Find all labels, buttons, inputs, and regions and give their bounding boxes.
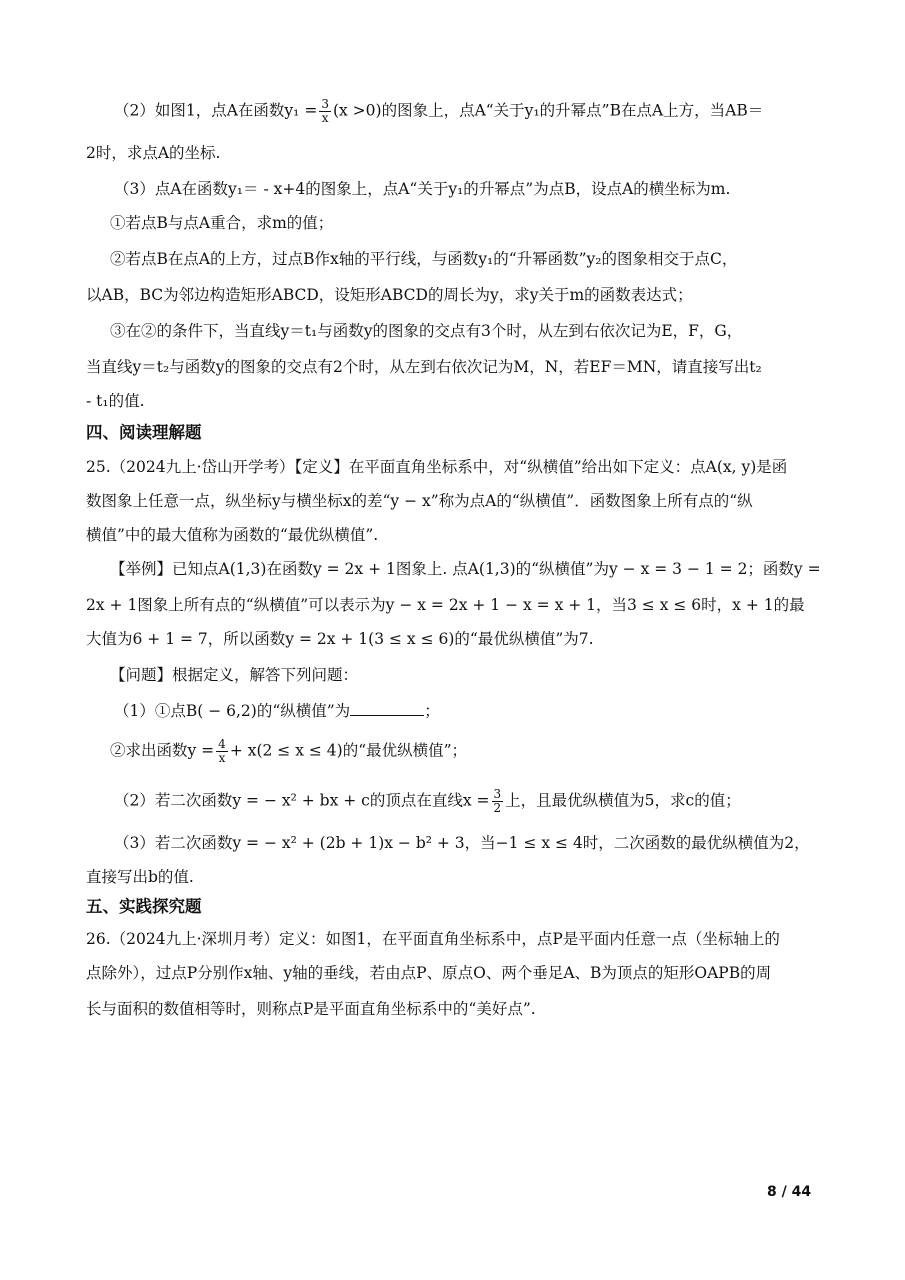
question-25-line3: 横值”中的最大值称为函数的“最优纵横值”. — [86, 526, 379, 544]
text: （2）若二次函数y = − x² + bx + c的顶点在直线x = — [114, 791, 490, 810]
section-heading-reading: 四、阅读理解题 — [86, 423, 202, 442]
question-25-example-line3: 大值为6 + 1 = 7，所以函数y = 2x + 1(3 ≤ x ≤ 6)的“最优纵横值”为7. — [86, 630, 594, 648]
answer-blank — [350, 700, 424, 716]
fraction-numerator: 3 — [321, 97, 329, 111]
fraction — [216, 738, 228, 765]
question-25-part1-sub2 — [110, 738, 467, 765]
section-heading-practice: 五、实践探究题 — [86, 897, 202, 916]
question-26-line2: 点除外），过点P分别作x轴、y轴的垂线，若由点P、原点O、两个垂足A、B为顶点的矩形OAPB的周 — [86, 964, 772, 982]
page-number: 8 / 44 — [767, 1184, 812, 1200]
fraction — [492, 788, 504, 815]
question-25-part2 — [114, 788, 741, 815]
question-25-part1-sub1 — [114, 700, 440, 722]
question-25-part3-line1: （3）若二次函数y = − x² + (2b + 1)x − b² + 3，当−1 ≤ x ≤ 4时，二次函数的最优纵横值为2， — [114, 834, 810, 852]
question-24-part2-line2: 2时，求点A的坐标. — [86, 144, 221, 162]
text: （1）①点B( − 6,2)的“纵横值”为 — [114, 702, 351, 720]
fraction-denominator: x — [218, 751, 226, 765]
question-24-part3-sub1: ①若点B与点A重合，求m的值； — [110, 214, 334, 232]
question-24-part3-sub3-line2: 当直线y＝t₂与函数y的图象的交点有2个时，从左到右依次记为M，N，若EF＝MN，请直接写出t₂ — [86, 358, 762, 376]
question-25-line1: 25.（2024九上·岱山开学考）【定义】在平面直角坐标系中，对“纵横值”给出如下定义：点A(x, y)是函 — [86, 458, 788, 476]
question-24-part3-sub2-line2: 以AB，BC为邻边构造矩形ABCD，设矩形ABCD的周长为y，求y关于m的函数表达式； — [86, 286, 693, 304]
text: ； — [424, 702, 440, 720]
text: 上，且最优纵横值为5，求c的值； — [505, 791, 741, 810]
question-26-line1: 26.（2024九上·深圳月考）定义：如图1，在平面直角坐标系中，点P是平面内任意一点（坐标轴上的 — [86, 930, 780, 948]
question-24-part2-line1 — [114, 98, 763, 125]
question-25-example-line1: 【举例】已知点A(1,3)在函数y = 2x + 1图象上. 点A(1,3)的“纵横值”为y − x = 3 − 1 = 2；函数y = — [110, 560, 821, 578]
question-25-example-line2: 2x + 1图象上所有点的“纵横值”可以表示为y − x = 2x + 1 − x = x + 1，当3 ≤ x ≤ 6时，x + 1的最 — [86, 596, 805, 614]
text: ②求出函数y = — [110, 741, 215, 760]
question-24-part3-sub3-line3: - t₁的值. — [86, 392, 145, 410]
question-26-line3: 长与面积的数值相等时，则称点P是平面直角坐标系中的“美好点”. — [86, 1000, 536, 1018]
fraction-denominator: x — [321, 111, 329, 125]
fraction-numerator: 4 — [218, 737, 226, 751]
question-25-problem-intro: 【问题】根据定义，解答下列问题： — [110, 666, 359, 684]
text: (x >0)的图象上，点A“关于y₁的升幂点”B在点A上方，当AB＝ — [332, 101, 764, 120]
fraction-denominator: 2 — [493, 801, 502, 815]
question-25-part3-line2: 直接写出b的值. — [86, 868, 194, 886]
fraction-numerator: 3 — [493, 787, 502, 801]
question-24-part3-sub3-line1: ③在②的条件下，当直线y＝t₁与函数y的图象的交点有3个时，从左到右依次记为E，F，G， — [110, 322, 743, 340]
fraction — [319, 98, 331, 125]
text: （2）如图1，点A在函数y₁ = — [114, 101, 318, 120]
question-25-line2: 数图象上任意一点，纵坐标y与横坐标x的差“y − x”称为点A的“纵横值”．函数图象上所有点的“纵 — [86, 492, 753, 510]
text: + x(2 ≤ x ≤ 4)的“最优纵横值”； — [229, 741, 468, 760]
question-24-part3-line1: （3）点A在函数y₁＝ - x+4的图象上，点A“关于y₁的升幂点”为点B，设点A的横坐标为m. — [114, 180, 731, 198]
question-24-part3-sub2-line1: ②若点B在点A的上方，过点B作x轴的平行线，与函数y₁的“升幂函数”y₂的图象相交于点C， — [110, 250, 738, 268]
